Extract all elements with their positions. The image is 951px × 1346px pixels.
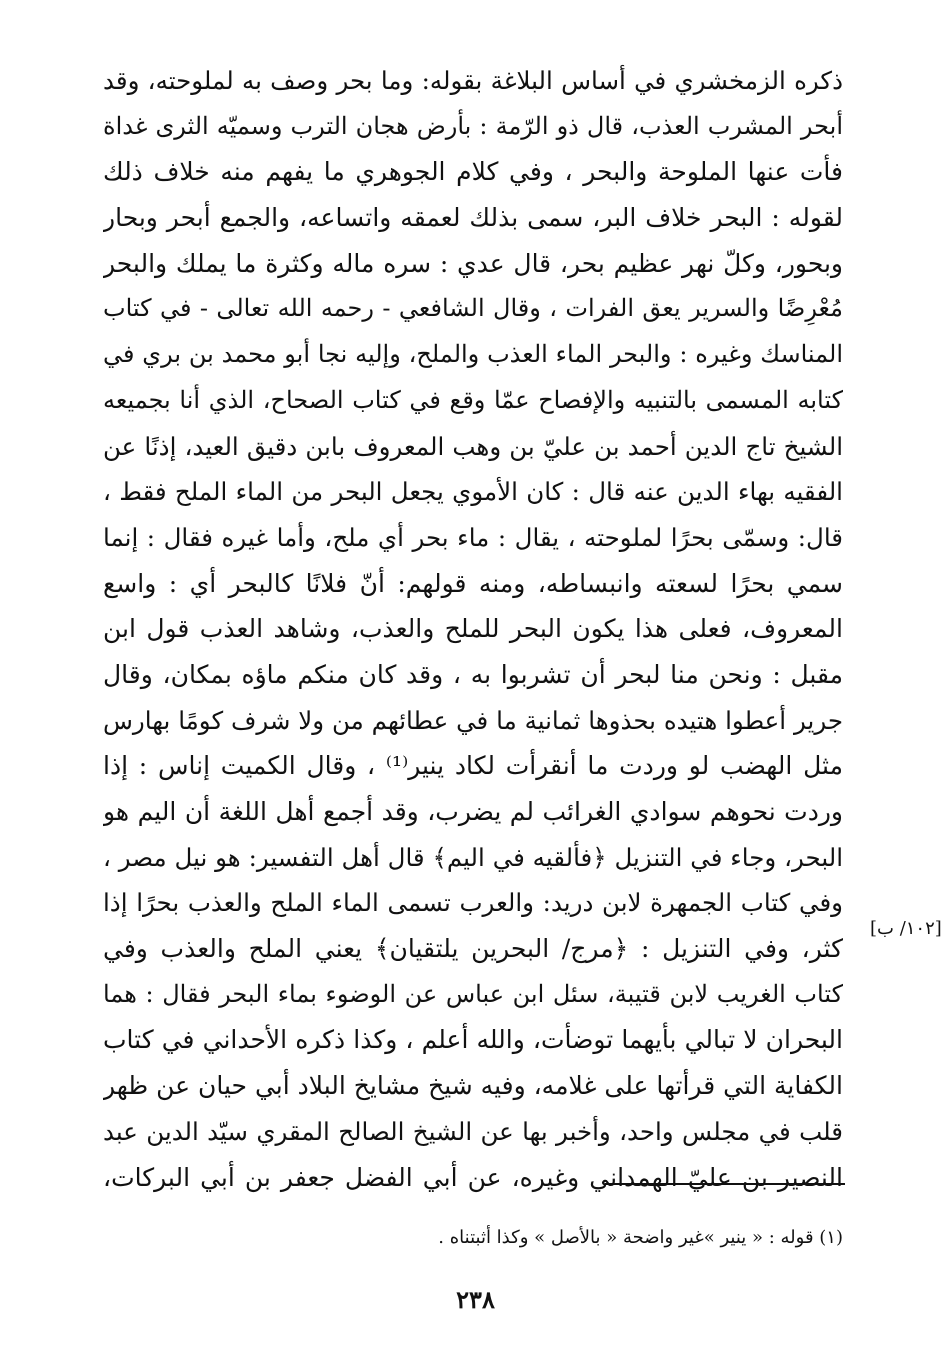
text-line: لقوله : البحر خلاف البر، سمى بذلك لعمقه واتساعه، والجمع أبحر وبحار xyxy=(103,203,843,233)
text-line: الشيخ تاج الدين أحمد بن عليّ بن وهب المعروف بابن دقيق العيد، إذنًا عن xyxy=(103,431,843,461)
text-line: وردت نحوهم سوادي الغرائب لم يضرب، وقد أجمع أهل اللغة أن اليم هو xyxy=(103,797,843,826)
text-line: وفي كتاب الجمهرة لابن دريد: والعرب تسمى الماء الملح والعذب بحرًا إذا xyxy=(103,888,843,918)
text-line: كتاب الغريب لابن قتيبة، سئل ابن عباس عن الوضوء بماء البحر فقال : هما xyxy=(103,979,843,1008)
text-line: الفقيه بهاء الدين عنه قال : كان الأموي يجعل البحر من الماء الملح فقط ، xyxy=(103,477,843,507)
text-line: النصير بن عليّ الهمداني وغيره، عن أبي الفضل جعفر بن أبي البركات، xyxy=(103,1162,843,1192)
text-line: الكفاية التي قرأتها على غلامه، وفيه شيخ مشايخ البلاد أبي حيان عن ظهر xyxy=(103,1071,843,1101)
text-line: كتابه المسمى بالتنبيه والإفصاح عمّا وقع في كتاب الصحاح، الذي أنا بجميعه xyxy=(103,385,843,414)
main-text-block xyxy=(103,58,843,1200)
text-line: أبحر المشرب العذب، قال ذو الرّمة : بأرض هجان الترب وسميّه الثرى غداة xyxy=(103,111,843,140)
text-line: المعروف، فعلى هذا يكون البحر للملح والعذب، وشاهد العذب قول ابن xyxy=(103,614,843,644)
text-line: مقبل : ونحن منا لبحر أن تشربوا به ، وقد كان منكم ماؤه بمكان، وقال xyxy=(103,659,843,689)
text-line: المناسك وغيره : والبحر الماء العذب والملح، وإليه نجا أبو محمد بن بري في xyxy=(103,340,843,369)
page-number: ٢٣٨ xyxy=(456,1285,495,1314)
text-line: مُعْرِضًا والسرير يعق الفرات ، وقال الشافعي - رحمه الله تعالى - في كتاب xyxy=(103,294,843,323)
text-line: مثل الهضب لو وردت ما أنقرأت لكاد ينير⁽¹⁾ ، وقال الكميت إناس : إذا xyxy=(103,751,843,781)
text-line: كثر، وفي التنزيل : ﴿مرج/ البحرين يلتقيان﴾ يعني الملح والعذب وفي xyxy=(103,934,843,964)
text-line: البحران لا تبالي بأيهما توضأت، والله أعلم ، وكذا ذكره الأحداني في كتاب xyxy=(103,1025,843,1055)
text-line: قلب في مجلس واحد، وأخبر بها عن الشيخ الصالح المقري سيّد الدين عبد xyxy=(103,1116,843,1146)
margin-folio-note: [١٠٢/ ب] xyxy=(870,918,942,939)
text-line: سمي بحرًا لسعته وانبساطه، ومنه قولهم: أنّ فلانًا كالبحر أي : واسع xyxy=(103,568,843,598)
text-line: وبحور، وكلّ نهر عظيم بحر، قال عدي : سره ماله وكثرة ما يملك والبحر xyxy=(103,248,843,278)
text-line: ذكره الزمخشري في أساس البلاغة بقوله: وما بحر وصف به لملوحته، وقد xyxy=(103,66,843,95)
text-line: فأت عنها الملوحة والبحر ، وفي كلام الجوهري ما يفهم منه خلاف ذلك xyxy=(103,157,843,187)
footnote-separator xyxy=(605,1183,845,1185)
footnote: (١) قوله : « ينير »غير واضحة « بالأصل » وكذا أثبتناه . xyxy=(438,1227,843,1248)
text-line: البحر، وجاء في التنزيل ﴿فألقيه في اليم﴾ قال أهل التفسير: هو نيل مصر ، xyxy=(103,842,843,872)
text-line: قال: وسمّى بحرًا لملوحته ، يقال : ماء بحر أي ملح، وأما غيره فقال : إنما xyxy=(103,522,843,552)
text-line: جرير أعطوا هتيده بحذوها ثمانية ما في عطائهم من ولا شرف كومًا بهارس xyxy=(103,705,843,735)
